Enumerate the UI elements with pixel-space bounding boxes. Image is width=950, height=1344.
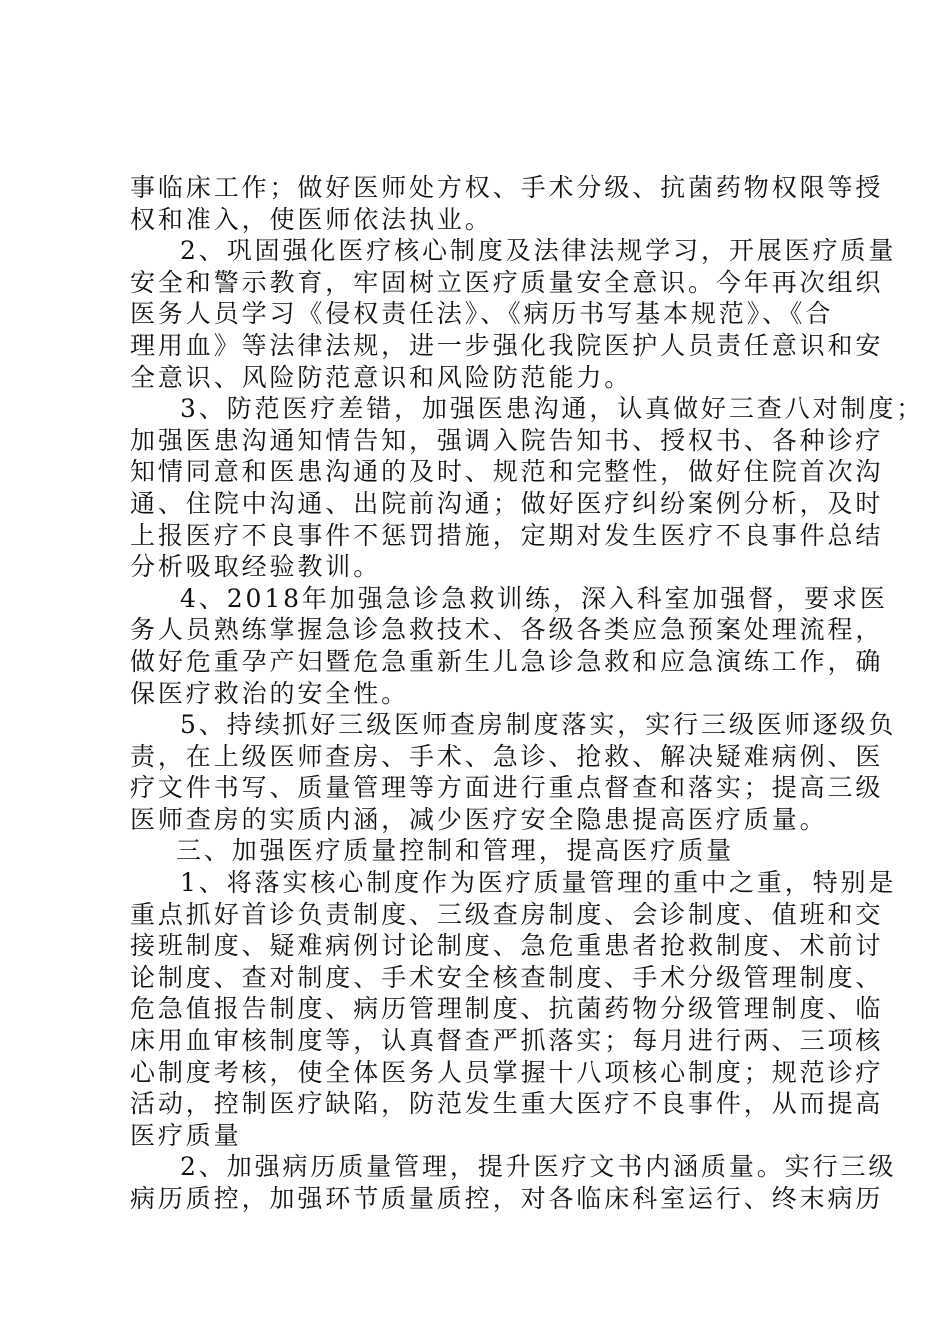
document-body xyxy=(130,172,925,1215)
text-line: 全意识、风险防范意识和风险防范能力。 xyxy=(130,362,633,392)
text-line: 病历质控，加强环节质量质控，对各临床科室运行、终末病历 xyxy=(130,1184,884,1213)
paragraph-start: 3、防范医疗差错，加强医患沟通，认真做好三查八对制度； xyxy=(180,394,925,424)
text-line: 医务人员学习《侵权责任法》、《病历书写基本规范》、《合 xyxy=(130,299,834,329)
text-line: 权和准入，使医师依法执业。 xyxy=(130,204,493,234)
text-line: 床用血审核制度等，认真督查严抓落实；每月进行两、三项核 xyxy=(130,1026,884,1056)
text-line: 务人员熟练掌握急诊急救技术、各级各类应急预案处理流程， xyxy=(130,615,884,645)
text-line: 加强医患沟通知情告知，强调入院告知书、授权书、各种诊疗 xyxy=(130,425,884,455)
text-line: 安全和警示教育，牢固树立医疗质量安全意识。今年再次组织 xyxy=(130,267,884,297)
text-line: 心制度考核，使全体医务人员掌握十八项核心制度；规范诊疗 xyxy=(130,1057,884,1087)
text-line: 医疗质量 xyxy=(130,1120,242,1150)
text-line: 责，在上级医师查房、手术、急诊、抢救、解决疑难病例、医 xyxy=(130,741,884,771)
text-line: 保医疗救治的安全性。 xyxy=(130,678,410,708)
paragraph-start: 5、持续抓好三级医师查房制度落实，实行三级医师逐级负 xyxy=(180,710,897,740)
text-line: 论制度、查对制度、手术安全核查制度、手术分级管理制度、 xyxy=(130,962,884,992)
paragraph-start: 2、巩固强化医疗核心制度及法律法规学习，开展医疗质量 xyxy=(180,236,897,266)
paragraph-start: 1、将落实核心制度作为医疗质量管理的重中之重，特别是 xyxy=(180,868,897,898)
text-line: 上报医疗不良事件不惩罚措施，定期对发生医疗不良事件总结 xyxy=(130,520,884,550)
text-line: 做好危重孕产妇暨危急重新生儿急诊急救和应急演练工作，确 xyxy=(130,646,884,676)
text-line: 重点抓好首诊负责制度、三级查房制度、会诊制度、值班和交 xyxy=(130,899,884,929)
paragraph-start: 4、2018年加强急诊急救训练，深入科室加强督，要求医 xyxy=(180,583,888,613)
text-line: 知情同意和医患沟通的及时、规范和完整性，做好住院首次沟 xyxy=(130,457,884,487)
text-line: 分析吸取经验教训。 xyxy=(130,552,382,582)
paragraph-start: 2、加强病历质量管理，提升医疗文书内涵质量。实行三级 xyxy=(180,1152,897,1182)
text-line: 事临床工作；做好医师处方权、手术分级、抗菌药物权限等授 xyxy=(130,173,884,202)
text-line: 疗文件书写、质量管理等方面进行重点督查和落实；提高三级 xyxy=(130,773,884,803)
text-line: 活动，控制医疗缺陷，防范发生重大医疗不良事件，从而提高 xyxy=(130,1089,884,1119)
text-line: 通、住院中沟通、出院前沟通；做好医疗纠纷案例分析，及时 xyxy=(130,488,884,518)
text-line: 接班制度、疑难病例讨论制度、急危重患者抢救制度、术前讨 xyxy=(130,931,884,961)
text-line: 理用血》等法律法规，进一步强化我院医护人员责任意识和安 xyxy=(130,330,884,360)
section-heading: 三、加强医疗质量控制和管理，提高医疗质量 xyxy=(176,836,735,866)
text-line: 医师查房的实质内涵，减少医疗安全隐患提高医疗质量。 xyxy=(130,804,828,834)
text-line: 危急值报告制度、病历管理制度、抗菌药物分级管理制度、临 xyxy=(130,994,884,1024)
